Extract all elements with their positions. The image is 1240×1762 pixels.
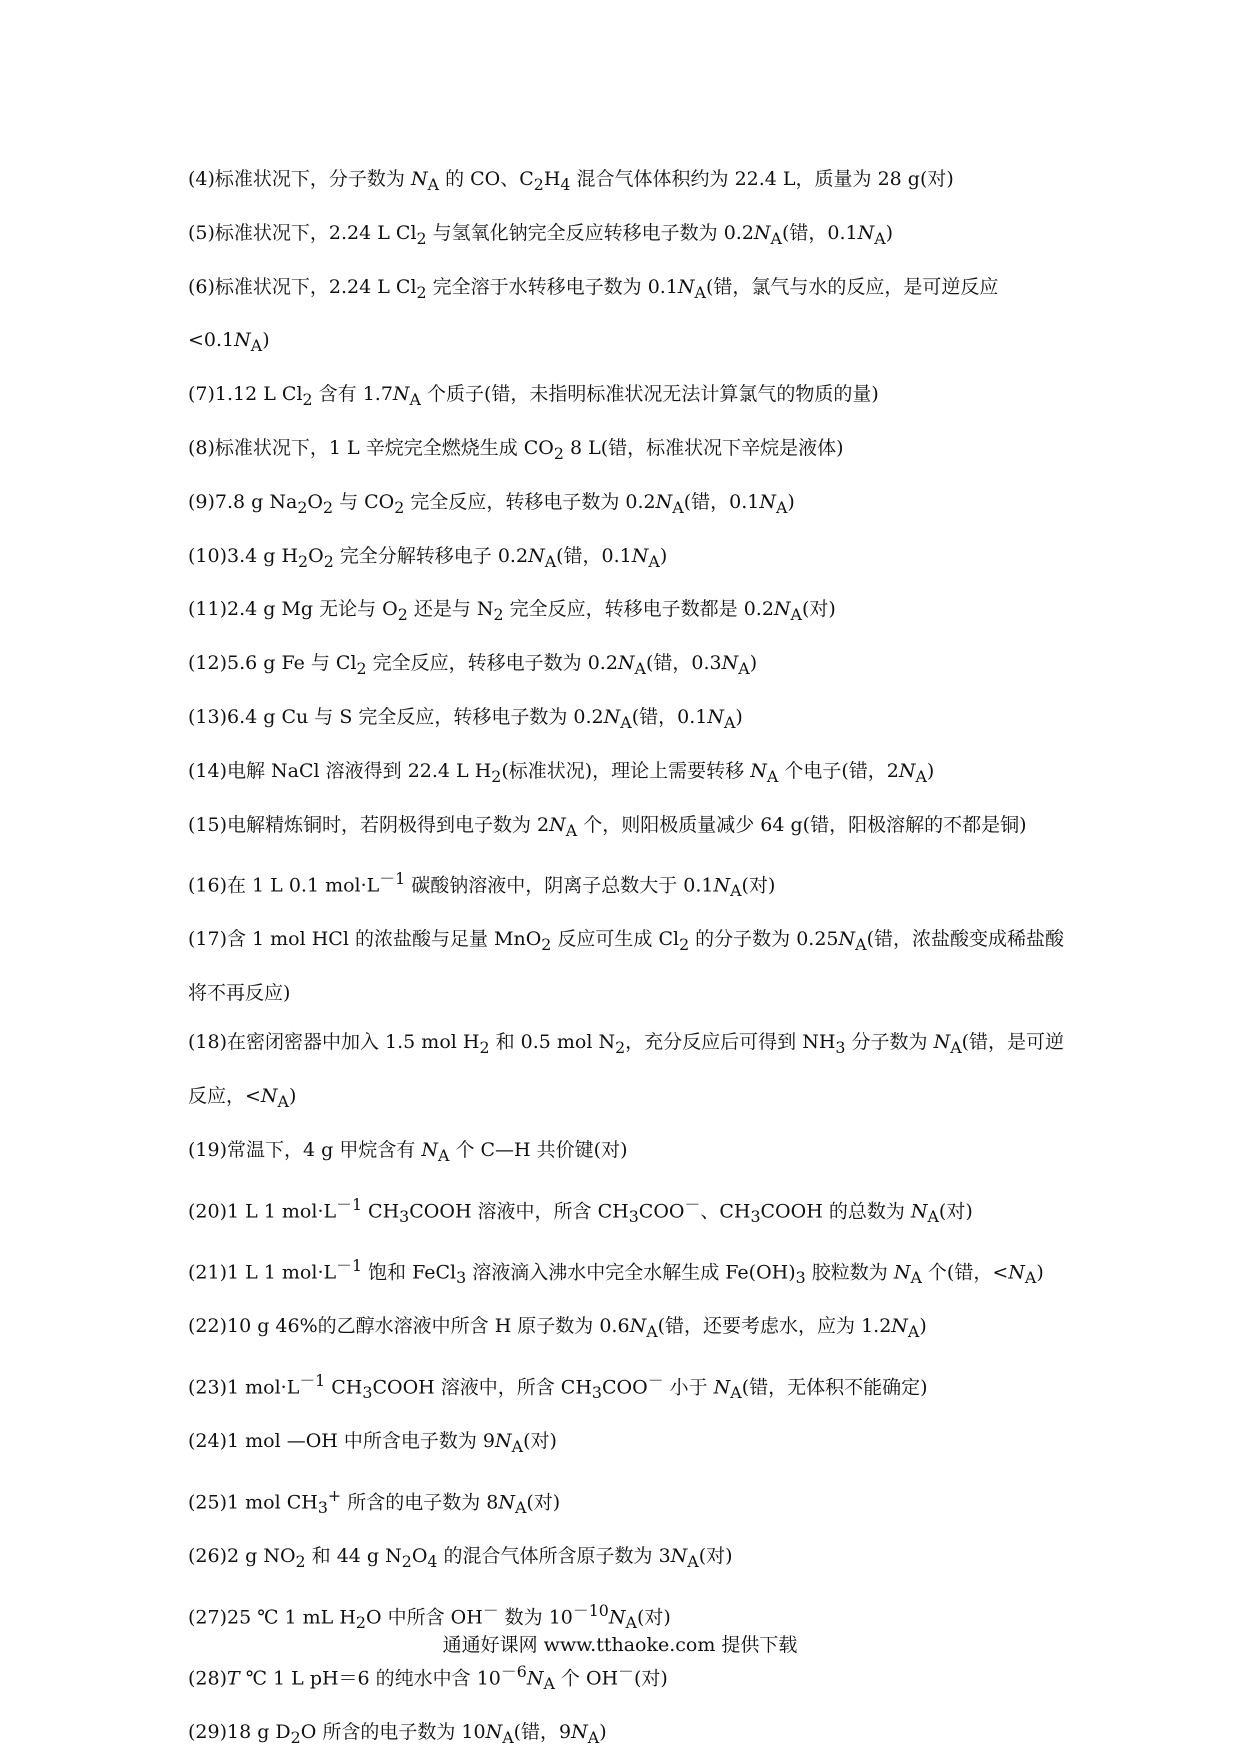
statement-item: (11)2.4 g Mg 无论与 $O_2$ 还是与 $N_2$ 完全反应，转移电子数都是 $0.2N_A$(对) <box>188 598 836 625</box>
statement-item: (22)10 g 46%的乙醇水溶液中所含 H 原子数为 $0.6N_A$(错，还要考虑水，应为 $1.2N_A$) <box>188 1314 927 1341</box>
statement-item: (18)在密闭密器中加入 1.5 mol $H_2$ 和 0.5 mol $N_2$，充分反应后可得到 $NH_3$ 分子数为 $N_A$(错，是可逆反应，$<N_A$) <box>188 1031 1065 1111</box>
footer-text: 通通好课网 www.tthaoke.com 提供下载 <box>442 1634 798 1656</box>
statement-item: (8)标准状况下，1 L 辛烷完全燃烧生成 $CO_2$ 8 L(错，标准状况下辛烷是液体) <box>188 436 844 463</box>
statement-item: (5)标准状况下，2.24 L $Cl_2$ 与氢氧化钠完全反应转移电子数为 $0.2N_A$(错，$0.1N_A$) <box>188 221 894 248</box>
statement-item: (15)电解精炼铜时，若阴极得到电子数为 $2N_A$ 个，则阳极质量减少 64 g(错，阳极溶解的不都是铜) <box>188 813 1027 840</box>
statement-list <box>188 155 1068 1762</box>
statement-item: (12)5.6 g Fe 与 $Cl_2$ 完全反应，转移电子数为 $0.2N_A$(错，$0.3N_A$) <box>188 652 758 678</box>
statement-item: (6)标准状况下，2.24 L $Cl_2$ 完全溶于水转移电子数为 $0.1N_A$(错，氯气与水的反应，是可逆反应$<0.1N_A$) <box>188 275 999 356</box>
statement-item: (28)T ℃ 1 L pH＝6 的纯水中含 $10^{-6}N_A$ 个 OH－(对) <box>188 1661 668 1693</box>
statement-item: (9)7.8 g $Na_2O_2$ 与 $CO_2$ 完全反应，转移电子数为 $0.2N_A$(错，$0.1N_A$) <box>188 490 795 517</box>
statement-item: (20)1 L 1 $mol\cdot L^{-1}$ $CH_3COOH$ 溶液中，所含 $CH_3COO^-$、$CH_3COOH$ 的总数为 $N_A$(对) <box>188 1194 973 1226</box>
statement-item: (17)含 1 mol HCl 的浓盐酸与足量 MnO$_2$ 反应可生成 $Cl_2$ 的分子数为 $0.25N_A$(错，浓盐酸变成稀盐酸将不再反应) <box>188 928 1065 1005</box>
statement-item: (16)在 1 L 0.1 $mol\cdot L^{-1}$ 碳酸钠溶液中，阴离子总数大于 $0.1N_A$(对) <box>188 869 776 901</box>
statement-item: (13)6.4 g Cu 与 S 完全反应，转移电子数为 $0.2N_A$(错，$0.1N_A$) <box>188 705 743 732</box>
statement-item: (7)1.12 L $Cl_2$ 含有 $1.7N_A$ 个质子(错，未指明标准状况无法计算氯气的物质的量) <box>188 383 879 409</box>
statement-item: (10)3.4 g $H_2O_2$ 完全分解转移电子 $0.2N_A$(错，$0.1N_A$) <box>188 544 668 571</box>
statement-item: (23)1 $mol\cdot L^{-1}$ $CH_3COOH$ 溶液中，所含 $CH_3COO^-$ 小于 $N_A$(错，无体积不能确定) <box>188 1370 928 1402</box>
statement-item: (14)电解 NaCl 溶液得到 22.4 L $H_2$(标准状况)，理论上需要转移 $N_A$ 个电子(错，$2N_A$) <box>188 759 935 786</box>
statement-item: (19)常温下，4 g 甲烷含有 $N_A$ 个 C—H 共价键(对) <box>188 1138 628 1165</box>
statement-item: (4)标准状况下，分子数为 $N_A$ 的 CO、$C_2H_4$ 混合气体体积约为 22.4 L，质量为 28 g(对) <box>188 168 954 194</box>
statement-item: (27)25 ℃ 1 mL $H_2O$ 中所含 OH－ 数为 $10^{-10}N_A$(对) <box>188 1600 671 1632</box>
statement-item: (21)1 L 1 $mol\cdot L^{-1}$ 饱和 FeCl$_3$ 溶液滴入沸水中完全水解生成 $Fe(OH)_3$ 胶粒数为 $N_A$ 个(错，$<N_A$) <box>188 1255 1044 1287</box>
statement-item: (25)1 mol $CH_3^+$ 所含的电子数为 $8N_A$(对) <box>188 1485 561 1517</box>
statement-item: (26)2 g $NO_2$ 和 44 g $N_2O_4$ 的混合气体所含原子数为 $3N_A$(对) <box>188 1544 733 1571</box>
statement-item: (24)1 mol —OH 中所含电子数为 $9N_A$(对) <box>188 1429 557 1456</box>
statement-item: (29)18 g $D_2O$ 所含的电子数为 $10N_A$(错，$9N_A$) <box>188 1720 607 1747</box>
